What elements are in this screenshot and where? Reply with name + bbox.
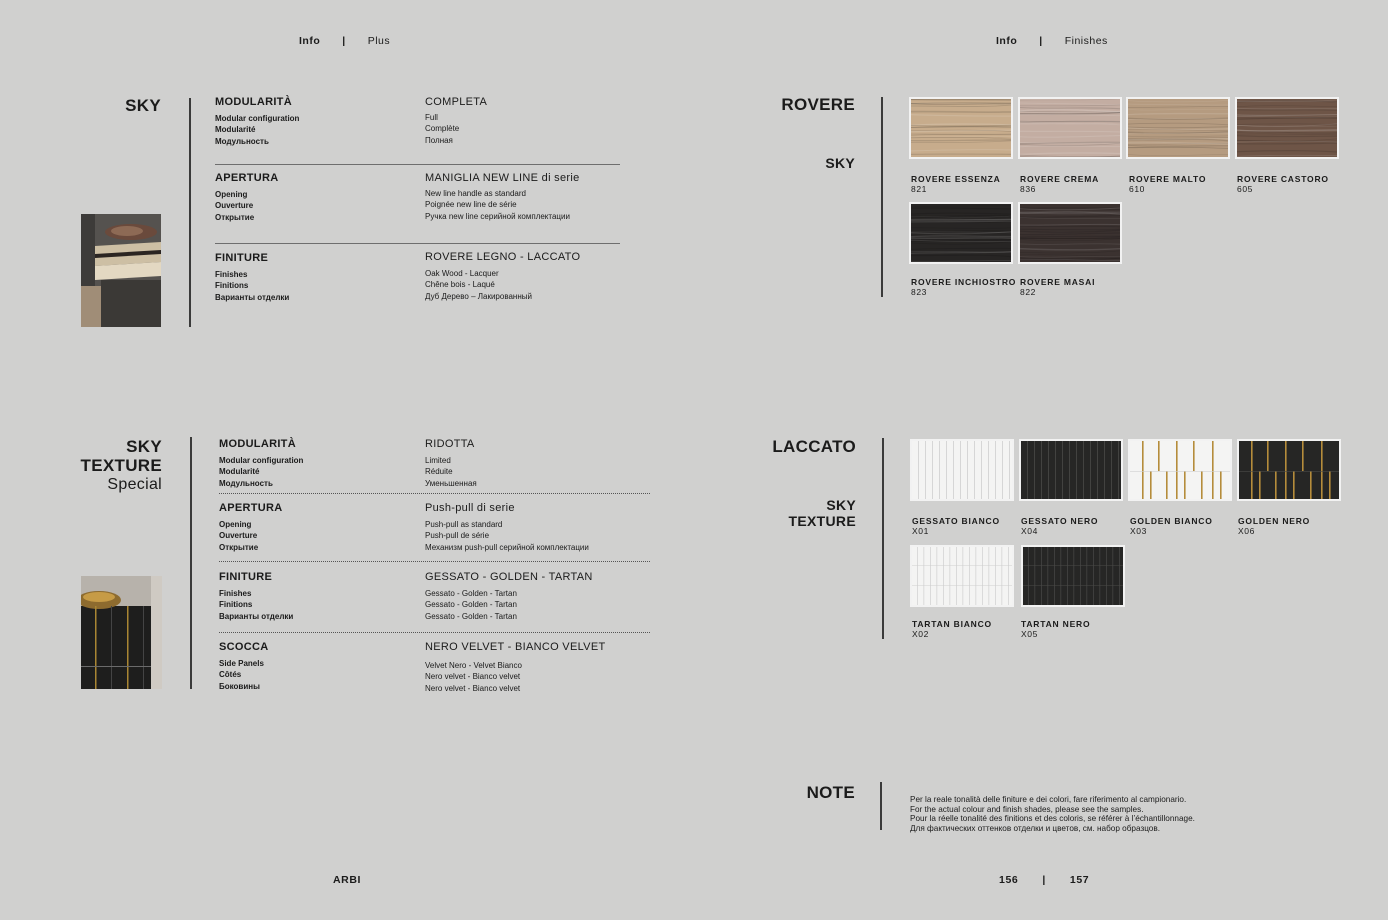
label-fr: Modularité [215,125,256,135]
swatch-rovere-castoro [1235,97,1339,159]
swatch-code: 610 [1129,184,1145,194]
sky-row-labels [215,269,289,303]
label-ru: Варианты отделки [215,292,290,302]
label-en: Modular configuration [219,456,304,465]
swatch-name: TARTAN BIANCO [912,619,992,629]
value-fr: Push-pull de série [425,531,490,541]
label-en: Modular configuration [215,114,300,123]
swatch-golden-nero [1237,439,1341,501]
value-fr: Gessato - Golden - Tartan [425,600,517,610]
swatch-rovere-malto [1126,97,1230,159]
sky-row-labels [215,189,254,223]
swatch-tartan-bianco [910,545,1014,607]
sky-product-photo [81,214,161,327]
value-ru: Дуб Дерево – Лакированный [425,291,532,301]
laccato-title: LACCATO [772,437,856,456]
value-fr: Réduite [425,467,453,477]
texture-row-labels [219,658,264,692]
label-fr: Finitions [219,600,253,610]
rovere-divider [881,97,883,297]
texture-row-value: GESSATO - GOLDEN - TARTAN [425,571,593,583]
swatch-name: ROVERE CASTORO [1237,174,1329,184]
texture-row-values [425,455,477,489]
texture-row-head: MODULARITÀ [219,438,296,450]
swatch-rovere-crema [1018,97,1122,159]
value-en: Push-pull as standard [425,520,503,529]
swatch-rovere-masai [1018,202,1122,264]
texture-row-head: SCOCCA [219,641,269,653]
note-line-en: For the actual colour and finish shades, please see the samples. [910,804,1144,814]
swatch-code: X01 [912,526,929,536]
label-ru: Модульность [219,478,273,488]
note-line-it: Per la reale tonalità delle finiture e dei colori, fare riferimento al campionario. [910,795,1187,804]
swatch-tartan-nero [1021,545,1125,607]
laccato-divider [882,438,884,639]
swatch-golden-bianco [1128,439,1232,501]
sky-row-value: ROVERE LEGNO - LACCATO [425,251,581,263]
texture-row-value: Push-pull di serie [425,502,515,514]
sky-row-labels [215,113,299,147]
swatch-name: ROVERE MALTO [1129,174,1207,184]
value-ru: Ручка new line серийной комплектации [425,211,570,221]
left-header [299,35,390,47]
value-fr: Poignée new line de série [425,200,517,210]
swatch-code: 822 [1020,287,1036,297]
label-fr: Ouverture [219,531,258,541]
swatch-name: ROVERE INCHIOSTRO [911,277,1017,287]
texture-row-divider [219,632,650,633]
footer-brand: ARBI [333,874,362,886]
value-en: Velvet Nero - Velvet Bianco [425,661,522,670]
note-title: NOTE [806,783,855,802]
sky-row-head: FINITURE [215,252,269,264]
laccato-subtitle-line: TEXTURE [788,513,856,529]
texture-row-head: APERTURA [219,502,283,514]
value-ru: Gessato - Golden - Tartan [425,611,517,621]
swatch-gessato-nero [1019,439,1123,501]
sky-row-head: MODULARITÀ [215,96,292,108]
label-en: Side Panels [219,659,264,668]
value-ru: Механизм push-pull серийной комплектации [425,542,589,552]
sky-row-head: APERTURA [215,172,279,184]
texture-row-labels [219,588,293,622]
left-header-info: Info [299,35,321,47]
label-en: Finishes [215,270,248,279]
swatch-rovere-inchiostro [909,202,1013,264]
label-ru: Модульность [215,136,269,146]
swatch-code: 823 [911,287,927,297]
sky-divider [189,98,191,327]
swatch-rovere-essenza [909,97,1013,159]
texture-product-photo [81,576,162,689]
swatch-name: ROVERE MASAI [1020,277,1096,287]
texture-row-values [425,519,589,553]
texture-title [81,437,162,494]
note-divider [880,782,882,830]
swatch-code: X03 [1130,526,1147,536]
swatch-code: 605 [1237,184,1253,194]
value-en: Gessato - Golden - Tartan [425,589,517,598]
texture-row-labels [219,455,303,489]
swatch-name: ROVERE ESSENZA [911,174,1001,184]
left-header-section: Plus [367,35,391,47]
label-ru: Открытие [219,542,259,552]
label-fr: Ouverture [215,201,254,211]
texture-title-line: Special [107,476,162,493]
label-en: Opening [219,520,252,529]
texture-title-line: SKY [126,437,162,456]
sky-row-value: COMPLETA [425,96,488,108]
value-ru: Полная [425,135,453,145]
value-fr: Complète [425,124,460,134]
swatch-code: X06 [1238,526,1255,536]
wood-grain [911,99,1011,157]
label-fr: Côtés [219,670,242,680]
note-line-fr: Pour la réelle tonalité des finitions et des coloris, se référer à l’échantillonnage. [910,814,1195,824]
value-en: Full [425,113,438,122]
sky-row-values [425,112,459,146]
sky-row-values [425,268,532,302]
sky-row-divider [215,243,620,244]
swatch-name: ROVERE CREMA [1020,174,1100,184]
laccato-subtitle [789,497,856,529]
right-header-section: Finishes [1064,35,1108,47]
value-fr: Nero velvet - Bianco velvet [425,672,521,682]
texture-title-line: TEXTURE [80,456,162,475]
value-en: New line handle as standard [425,189,526,198]
left-header-separator: | [342,35,346,47]
swatch-gessato-bianco [910,439,1014,501]
swatch-name: GOLDEN NERO [1238,516,1311,526]
label-fr: Modularité [219,467,260,477]
texture-row-values [425,588,517,622]
swatch-code: 821 [911,184,927,194]
swatch-code: X02 [912,629,929,639]
right-header-separator: | [1039,35,1043,47]
swatch-name: GESSATO BIANCO [912,516,1000,526]
footer-pages [999,874,1089,886]
sky-row-divider [215,164,620,165]
swatch-code: X05 [1021,629,1038,639]
texture-row-value: RIDOTTA [425,438,475,450]
swatch-code: X04 [1021,526,1038,536]
value-en: Limited [425,456,451,465]
note-text [910,795,1195,833]
page-separator: | [1042,874,1046,886]
value-fr: Chêne bois - Laqué [425,280,495,290]
texture-row-labels [219,519,258,553]
label-ru: Открытие [215,212,255,222]
laccato-subtitle-line: SKY [826,497,856,513]
texture-row-divider [219,561,650,562]
swatch-name: GOLDEN BIANCO [1130,516,1213,526]
swatch-name: TARTAN NERO [1021,619,1091,629]
sky-title: SKY [125,96,161,115]
value-en: Oak Wood - Lacquer [425,269,499,278]
rovere-subtitle: SKY [825,155,855,171]
texture-row-head: FINITURE [219,571,273,583]
value-ru: Уменьшенная [425,478,477,488]
label-ru: Боковины [219,681,260,691]
texture-divider [190,437,192,689]
label-fr: Finitions [215,281,249,291]
right-header [996,35,1108,47]
texture-row-divider [219,493,650,494]
sky-row-values [425,188,570,222]
swatch-name: GESSATO NERO [1021,516,1099,526]
right-header-info: Info [996,35,1018,47]
rovere-title: ROVERE [781,95,855,114]
page-number-left: 156 [999,874,1019,886]
value-ru: Nero velvet - Bianco velvet [425,683,521,693]
page-number-right: 157 [1069,874,1090,886]
label-en: Finishes [219,589,252,598]
label-ru: Варианты отделки [219,611,294,621]
texture-row-values [425,660,522,694]
label-en: Opening [215,190,248,199]
sky-row-value: MANIGLIA NEW LINE di serie [425,172,580,184]
swatch-code: 836 [1020,184,1036,194]
note-line-ru: Для фактических оттенков отделки и цветов, см. набор образцов. [910,823,1160,833]
texture-row-value: NERO VELVET - BIANCO VELVET [425,641,606,653]
